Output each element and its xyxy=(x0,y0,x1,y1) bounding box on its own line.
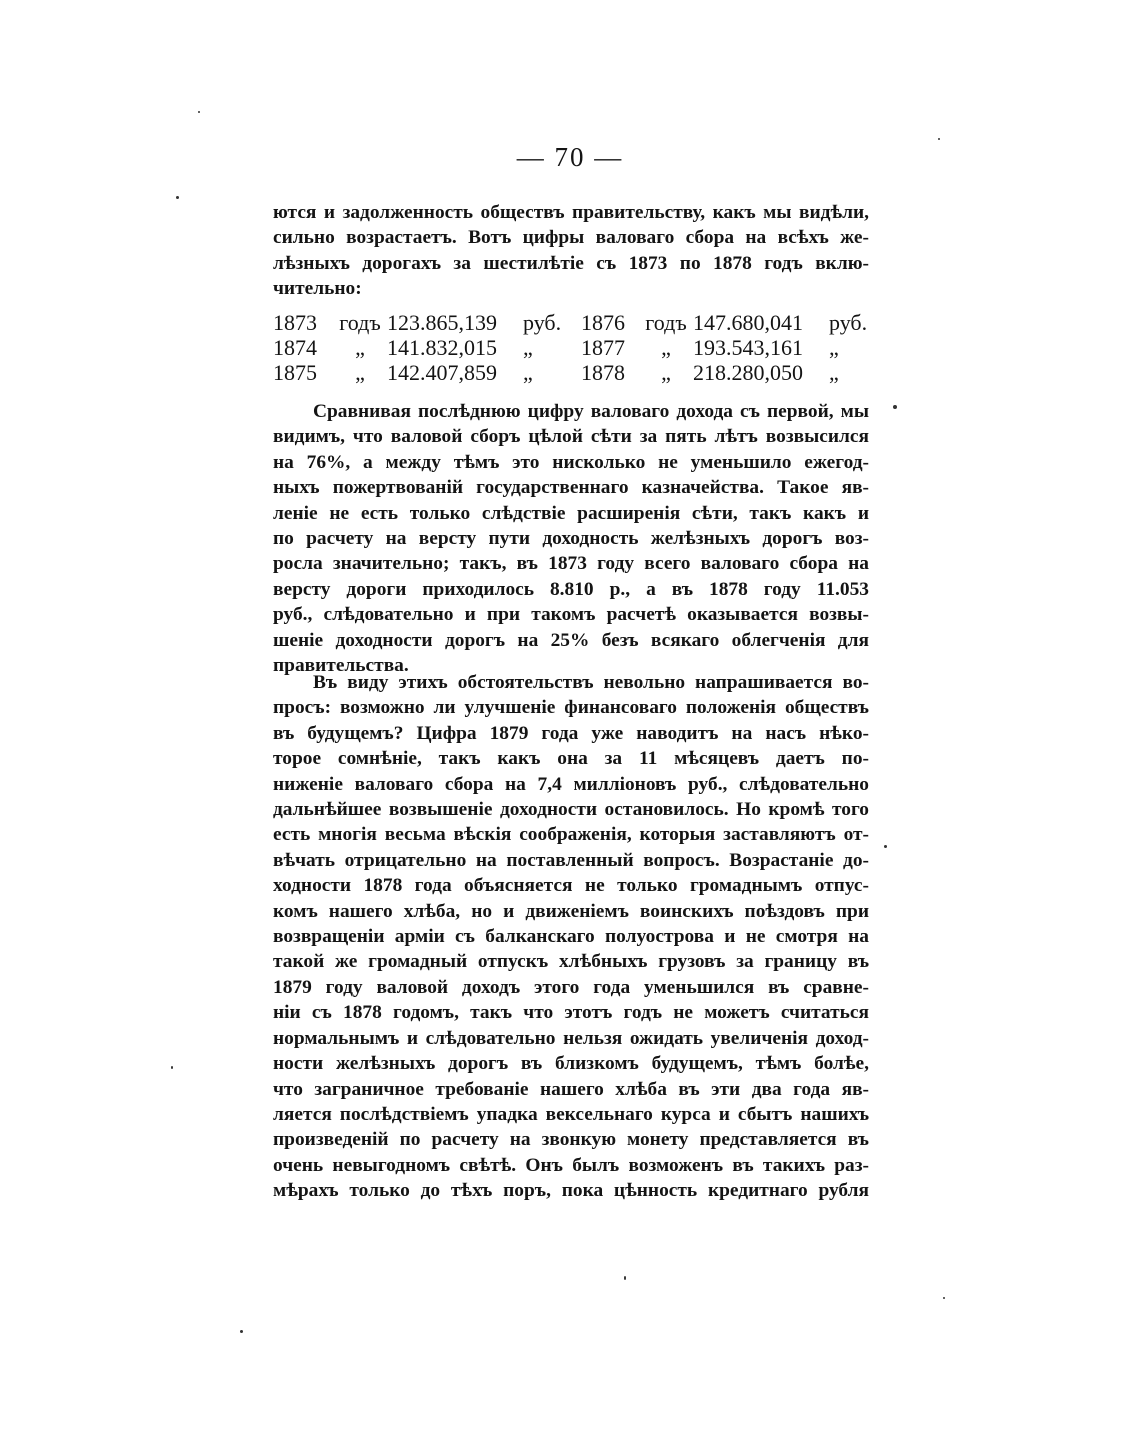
currency-cell: „ xyxy=(523,360,533,385)
year-cell: 1873 xyxy=(273,310,317,335)
scan-speck xyxy=(884,845,887,848)
text-line: правительства. xyxy=(273,655,409,677)
scan-speck xyxy=(198,111,200,113)
year-cell: 1878 xyxy=(581,360,625,385)
text-line: ныхъ пожертвованій государственнаго казначейства. Такое яв- xyxy=(273,477,869,499)
amount-cell: 141.832,015 xyxy=(387,335,497,360)
paragraph-1 xyxy=(273,200,869,302)
currency-cell: „ xyxy=(523,335,533,360)
text-line: ніи съ 1878 годомъ, такъ что этотъ годъ не можетъ считаться xyxy=(273,1002,869,1024)
currency-cell: руб. xyxy=(523,310,562,335)
text-line: ходности 1878 года объясняется не только громаднымъ отпус- xyxy=(273,875,869,897)
currency-cell: „ xyxy=(829,335,839,360)
text-line: возвращеніи арміи съ балканскаго полуострова и не смотря на xyxy=(273,926,869,948)
text-line: нормальнымъ и слѣдовательно нельзя ожидать увеличенія доход- xyxy=(273,1027,869,1049)
text-line: росла значительно; такъ, въ 1873 году всего валоваго сбора на xyxy=(273,553,869,575)
text-line: комъ нашего хлѣба, но и движеніемъ воинскихъ поѣздовъ при xyxy=(273,900,869,922)
text-line: Въ виду этихъ обстоятельствъ невольно напрашивается во- xyxy=(313,672,869,693)
scan-speck xyxy=(943,1297,945,1299)
scan-speck xyxy=(171,1066,173,1069)
year-cell: 1877 xyxy=(581,335,625,360)
unit-word-cell: „ xyxy=(355,335,365,360)
text-line: вѣчать отрицательно на поставленный вопросъ. Возрастаніе до- xyxy=(273,849,869,871)
text-line: по расчету на версту пути доходность желѣзныхъ дорогъ воз- xyxy=(273,528,869,550)
currency-cell: „ xyxy=(829,360,839,385)
paragraph-3 xyxy=(273,670,869,1204)
text-line: лѣзныхъ дорогахъ за шестилѣтіе съ 1873 по 1878 годъ вклю- xyxy=(273,252,869,274)
text-line: на 76%, а между тѣмъ это нисколько не уменьшило ежегод- xyxy=(273,451,869,473)
paragraph-2 xyxy=(273,399,869,678)
amount-cell: 142.407,859 xyxy=(387,360,497,385)
scan-speck xyxy=(624,1276,626,1280)
year-cell: 1874 xyxy=(273,335,317,360)
amount-cell: 193.543,161 xyxy=(693,335,803,360)
text-line: Сравнивая послѣднюю цифру валоваго дохода съ первой, мы xyxy=(313,401,869,422)
text-line: въ будущемъ? Цифра 1879 года уже наводитъ на насъ нѣко- xyxy=(273,722,869,744)
text-line: такой же громадный отпускъ хлѣбныхъ грузовъ за границу въ xyxy=(273,951,869,973)
text-line: просъ: возможно ли улучшеніе финансоваго положенія обществъ xyxy=(273,697,869,719)
text-line: ности желѣзныхъ дорогъ въ близкомъ будущемъ, тѣмъ болѣе, xyxy=(273,1053,869,1075)
text-line: леніе не есть только слѣдствіе расширенія сѣти, такъ какъ и xyxy=(273,502,869,524)
scan-speck xyxy=(240,1330,243,1333)
text-line: мѣрахъ только до тѣхъ поръ, пока цѣнность кредитнаго рубля xyxy=(273,1180,869,1202)
text-line: ются и задолженность обществъ правительству, какъ мы видѣли, xyxy=(273,202,869,223)
amount-cell: 218.280,050 xyxy=(693,360,803,385)
scan-speck xyxy=(176,196,179,199)
text-line: произведеній по расчету на звонкую монету представляется въ xyxy=(273,1129,869,1151)
text-line: что заграничное требованіе нашего хлѣба въ эти два года яв- xyxy=(273,1078,869,1100)
text-line: чительно: xyxy=(273,278,362,300)
year-cell: 1876 xyxy=(581,310,625,335)
table-row xyxy=(273,335,869,360)
text-line: есть многія весьма вѣскія соображенія, которыя заставляютъ от- xyxy=(273,824,869,846)
page-number: — 70 — xyxy=(516,142,624,172)
unit-word-cell: годъ xyxy=(339,310,381,335)
table-row xyxy=(273,310,869,335)
text-line: торое сомнѣніе, такъ какъ она за 11 мѣсяцевъ даетъ по- xyxy=(273,748,869,770)
unit-word-cell: „ xyxy=(355,360,365,385)
text-line: дальнѣйшее возвышеніе доходности остановилось. Но кромѣ того xyxy=(273,799,869,821)
scan-speck xyxy=(938,138,940,140)
currency-cell: руб. xyxy=(829,310,868,335)
text-line: 1879 году валовой доходъ этого года уменьшился въ сравне- xyxy=(273,976,869,998)
unit-word-cell: годъ xyxy=(645,310,687,335)
text-line: видимъ, что валовой сборъ цѣлой сѣти за пять лѣтъ возвысился xyxy=(273,426,869,448)
text-line: сильно возрастаетъ. Вотъ цифры валоваго сбора на всѣхъ же- xyxy=(273,227,869,249)
amount-cell: 123.865,139 xyxy=(387,310,497,335)
scan-speck xyxy=(893,405,897,409)
revenue-table xyxy=(273,310,869,385)
text-line: ляется послѣдствіемъ упадка вексельнаго курса и сбытъ нашихъ xyxy=(273,1103,869,1125)
table-row xyxy=(273,360,869,385)
unit-word-cell: „ xyxy=(661,335,671,360)
unit-word-cell: „ xyxy=(661,360,671,385)
text-line: очень невыгодномъ свѣтѣ. Онъ былъ возможенъ въ такихъ раз- xyxy=(273,1154,869,1176)
text-line: версту дороги приходилось 8.810 р., а въ 1878 году 11.053 xyxy=(273,578,869,600)
text-line: шеніе доходности дорогъ на 25% безъ всякаго облегченія для xyxy=(273,629,869,651)
year-cell: 1875 xyxy=(273,360,317,385)
text-line: руб., слѣдовательно и при такомъ расчетѣ оказывается возвы- xyxy=(273,604,869,626)
text-line: ниженіе валоваго сбора на 7,4 милліоновъ руб., слѣдовательно xyxy=(273,773,869,795)
amount-cell: 147.680,041 xyxy=(693,310,803,335)
